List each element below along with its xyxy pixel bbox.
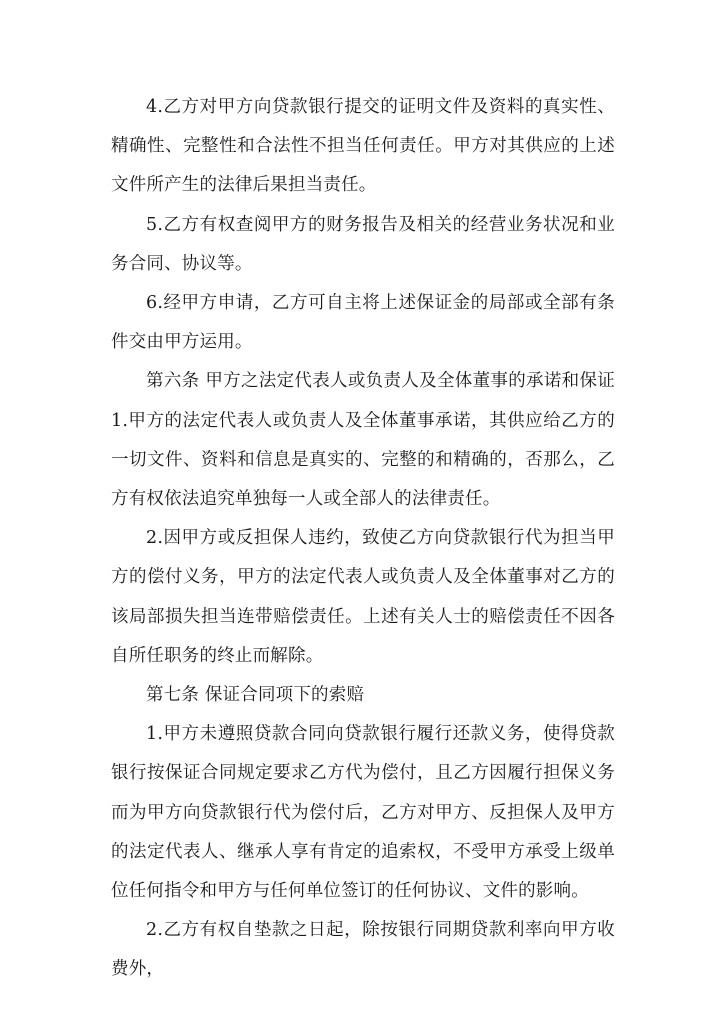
paragraph-article-6-item-2: 2.因甲方或反担保人违约，致使乙方向贷款银行代为担当甲方的偿付义务，甲方的法定代表人或负责人及全体董事对乙方的该局部损失担当连带赔偿责任。上述有关人士的赔偿责任不因各自所任职务的终止而解除。 xyxy=(111,528,615,666)
paragraph-article-7-item-2: 2.乙方有权自垫款之日起，除按银行同期贷款利率向甲方收费外， xyxy=(111,920,615,980)
paragraph-article-7-item-1: 1.甲方未遵照贷款合同向贷款银行履行还款义务，使得贷款银行按保证合同规定要求乙方代为偿付，且乙方因履行担保义务而为甲方向贷款银行代为偿付后，乙方对甲方、反担保人及甲方的法定代表人、继承人享有肯定的追索权，不受甲方承受上级单位任何指令和甲方与任何单位签订的任何协议、文件的影响。 xyxy=(111,724,615,902)
paragraph-clause-4: 4.乙方对甲方向贷款银行提交的证明文件及资料的真实性、精确性、完整性和合法性不担当任何责任。甲方对其供应的上述文件所产生的法律后果担当责任。 xyxy=(111,97,615,196)
paragraph-clause-5: 5.乙方有权查阅甲方的财务报告及相关的经营业务状况和业务合同、协议等。 xyxy=(111,214,615,274)
paragraph-article-6: 第六条 甲方之法定代表人或负责人及全体董事的承诺和保证 1.甲方的法定代表人或负责人及全体董事承诺，其供应给乙方的一切文件、资料和信息是真实的、完整的和精确的，否那么，乙方有权依法追究单独每一人或全部人的法律责任。 xyxy=(111,371,615,510)
heading-article-7: 第七条 保证合同项下的索赔 xyxy=(146,685,365,706)
paragraph-clause-6: 6.经甲方申请，乙方可自主将上述保证金的局部或全部有条件交由甲方运用。 xyxy=(111,293,615,353)
document-body xyxy=(111,88,615,990)
